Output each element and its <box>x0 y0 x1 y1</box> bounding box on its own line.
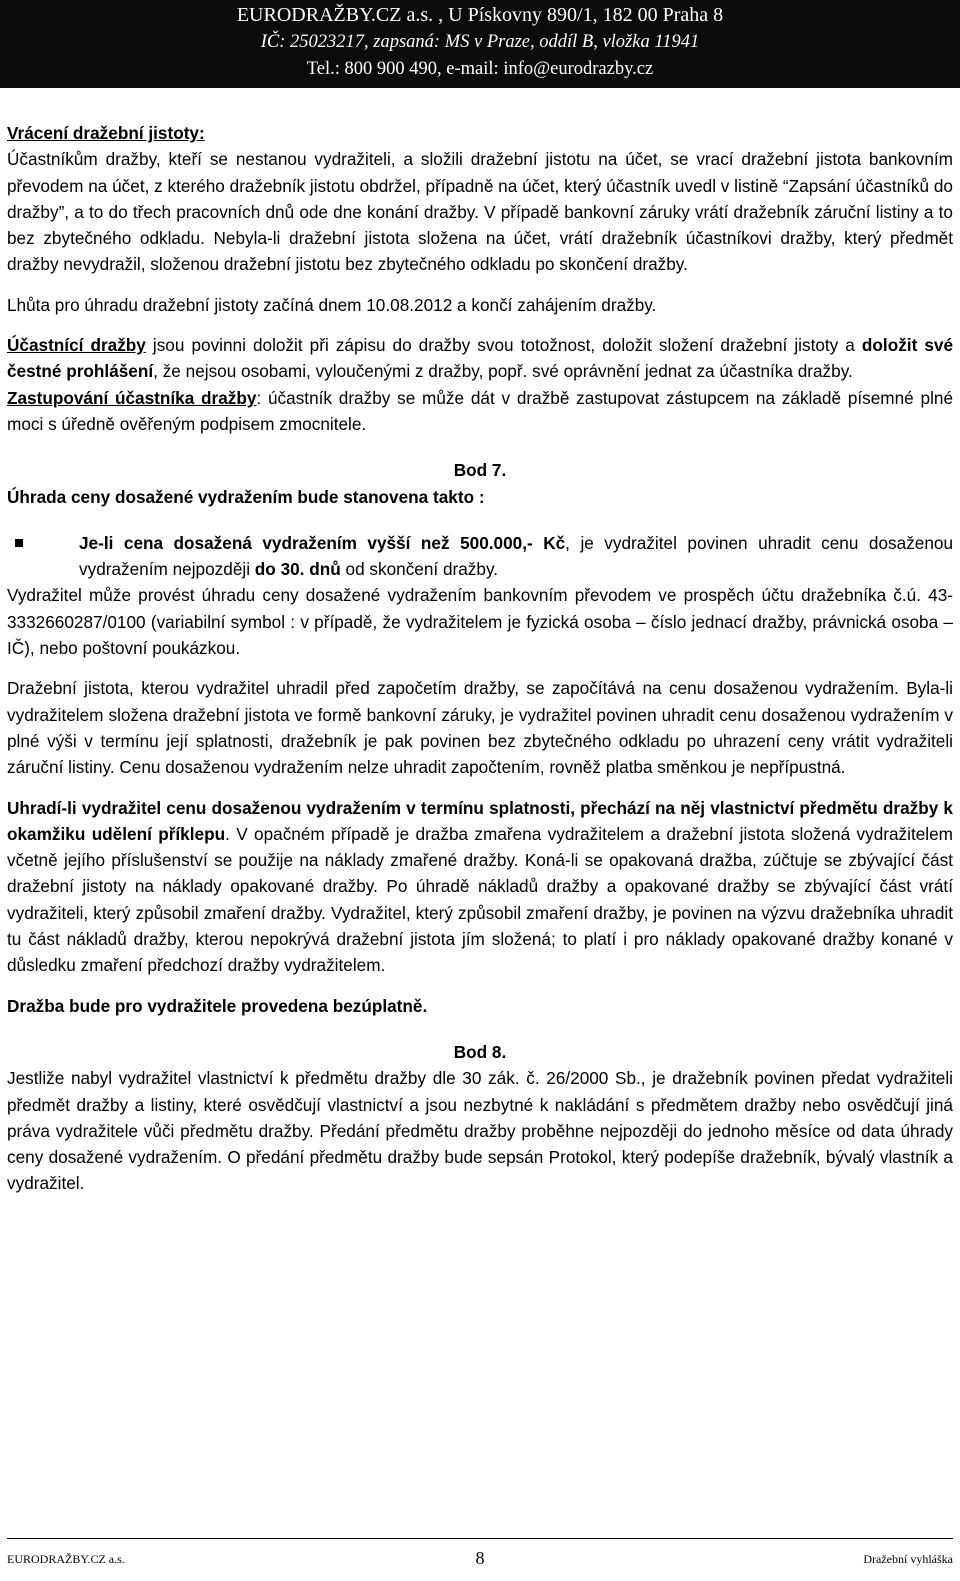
page-number: 8 <box>475 1548 485 1568</box>
payment-bullet: Je-li cena dosažená vydražením vyšší než 500.000,- Kč, je vydražitel povinen uhradit cenu dosaženou vydražením nejpozději do 30. dnů od skončení dražby. <box>7 530 953 583</box>
footer-company: EURODRAŽBY.CZ a.s. <box>7 1552 125 1566</box>
bod7-title: Bod 7. <box>453 460 507 481</box>
spacer <box>7 781 953 795</box>
company-registration: IČ: 25023217, zapsaná: MS v Praze, oddíl B, vložka 11941 <box>260 32 700 52</box>
spacer <box>7 1019 953 1039</box>
section-heading-return: Vrácení dražební jistoty: <box>7 123 205 143</box>
company-contact: Tel.: 800 900 490, e-mail: info@eurodrazby.cz <box>306 59 654 79</box>
letterhead <box>0 0 960 88</box>
footer-divider <box>7 1538 953 1539</box>
paragraph-handover: Jestliže nabyl vydražitel vlastnictví k předmětu dražby dle 30 zák. č. 26/2000 Sb., je dražebník povinen předat vydražiteli předmět dražby a listiny, které osvědčují vlastnictví a jsou nezbytné k nakládání s předmětem dražby nebo osvědčují jiná práva vydražitele vůči předmětu dražby. Předání předmětu dražby proběhne nejpozději do jednoho měsíce od data úhrady ceny dosažené vydražením. O předání předmětu dražby bude sepsán Protokol, který podepíše dražebník, bývalý vlastník a vydražitel. <box>7 1068 953 1194</box>
footer-document-title: Dražební vyhláška <box>863 1552 953 1566</box>
paragraph-representation: Zastupování účastníka dražby: účastník dražby se může dát v dražbě zastupovat zástupcem na základě písemné plné moci s úředně ověřeným podpisem zmocnitele. <box>7 387 953 434</box>
spacer <box>7 318 953 332</box>
paragraph-return: Účastníkům dražby, kteří se nestanou vydražiteli, a složili dražební jistotu na účet, se vrací dražební jistota bankovním převodem na účet, z kterého dražebník jistotu obdržel, případně na účet, který účastník uvedl v listině “Zapsání účastníků do dražby”, a to do třech pracovních dnů ode dne konání dražby. V případě bankovní záruky vrátí dražebník záruční listiny a to bez zbytečného odkladu. Nebyla-li dražební jistota složena na účet, vrátí dražebník účastníkovi dražby, který předmět dražby nevydražil, složenou dražební jistotu bez zbytečného odkladu po skončení dražby. <box>7 149 953 275</box>
bod8-title: Bod 8. <box>453 1041 507 1062</box>
free-of-charge-note: Dražba bude pro vydražitele provedena bezúplatně. <box>7 995 428 1016</box>
deadline-text: Lhůta pro úhradu dražební jistoty začíná dnem 10.08.2012 a končí zahájením dražby. <box>7 294 657 315</box>
bod7-subtitle: Úhrada ceny dosažené vydražením bude stanovena takto : <box>7 486 485 507</box>
spacer <box>7 278 953 292</box>
paragraph-participants: Účastnící dražby jsou povinni doložit při zápisu do dražby svou totožnost, doložit složení dražební jistoty a doložit své čestné prohlášení, že nejsou osobami, vyloučenými z dražby, popř. své oprávnění jednat za účastníka dražby. <box>7 335 953 382</box>
spacer <box>7 979 953 993</box>
spacer <box>7 437 953 457</box>
paragraph-transfer: Vydražitel může provést úhradu ceny dosažené vydražením bankovním převodem ve prospěch účtu dražebníka č.ú. 43-3332660287/0100 (variabilní symbol : v případě, že vydražitelem je fyzická osoba – číslo jednací dražby, právnická osoba – IČ), nebo poštovní poukázkou. <box>7 585 953 659</box>
paragraph-security: Dražební jistota, kterou vydražitel uhradil před započetím dražby, se započítává na cenu dosaženou vydražením. Byla-li vydražitelem složena dražební jistota ve formě bankovní záruky, je vydražitel povinen uhradit cenu dosaženou vydražením v plné výši v termínu její splatnosti, dražebník je pak povinen bez zbytečného odkladu po uhrazení ceny vrátit vydražiteli záruční listiny. Cenu dosaženou vydražením nelze uhradit započtením, rovněž platba směnkou je nepřípustná. <box>7 678 953 778</box>
document-body <box>7 120 953 1197</box>
bullet-square-icon <box>15 539 23 547</box>
spacer <box>7 510 953 530</box>
paragraph-ownership: Uhradí-li vydražitel cenu dosaženou vydražením v termínu splatnosti, přechází na něj vlastnictví předmětu dražby k okamžiku udělení příklepu. V opačném případě je dražba zmařena vydražitelem a dražební jistota složená vydražitelem včetně jejího příslušenství se použije na náklady zmařené dražby. Koná-li se opakovaná dražba, zúčtuje se zbývající část dražební jistoty na náklady opakované dražby. Po úhradě nákladů dražby a opakované dražby se zbývající část vrátí vydražiteli, který způsobil zmaření dražby. Vydražitel, který způsobil zmaření dražby, je povinen na výzvu dražebníka uhradit tu část nákladů dražby, kterou nepokrývá dražební jistota jím složená; to platí i pro náklady opakované dražby konané v důsledku zmaření předchozí dražby vydražitelem. <box>7 797 953 976</box>
company-address: EURODRAŽBY.CZ a.s. , U Pískovny 890/1, 182 00 Praha 8 <box>236 4 724 26</box>
page-footer <box>7 1538 953 1578</box>
spacer <box>7 661 953 675</box>
